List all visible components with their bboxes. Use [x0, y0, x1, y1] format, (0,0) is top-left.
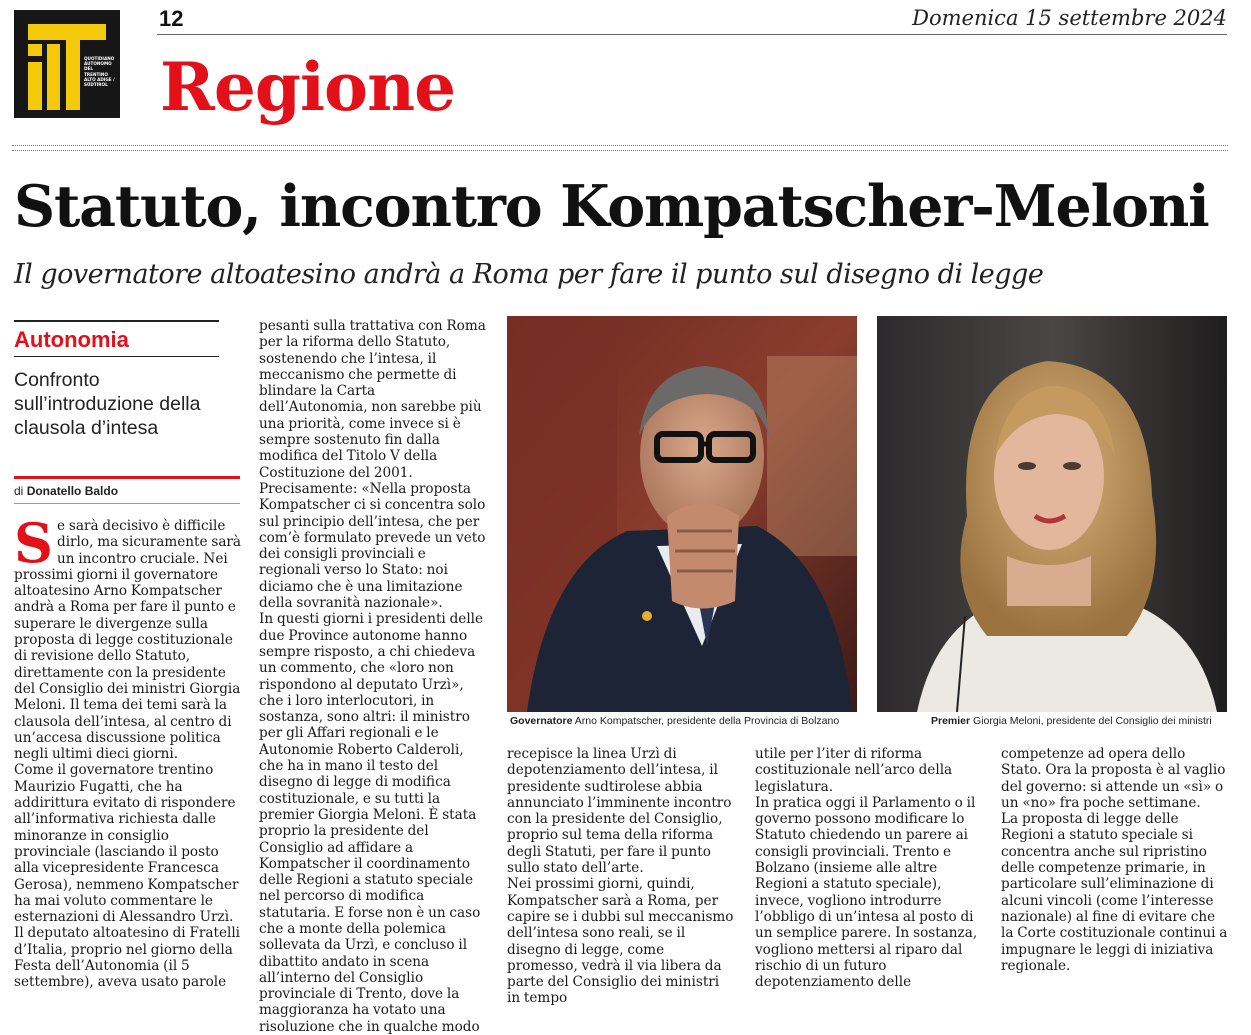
article-paragraph: Come il governatore trentino Maurizio Fugatti, che ha addirittura evitato di rispondere all’informativa richiesta dalle minoranze in consiglio provinciale (lasciando il posto alla vicepresidente Francesca Gerosa), nemmeno Kompatscher ha mai voluto commentare le esternazioni di Alessandro Urzì. Il deputato altoatesino di Fratelli d’Italia, proprio nel giorno della Festa dell’Autonomia (il 5 settembre), aveva usato parole — [14, 762, 241, 991]
logo-i-stem — [28, 62, 42, 110]
article-column-2 — [259, 318, 487, 1035]
photo-kompatscher — [507, 316, 857, 712]
article-tag: Autonomia — [14, 327, 129, 352]
caption-label: Governatore — [510, 715, 573, 727]
caption-text: Arno Kompatscher, presidente della Provincia di Bolzano — [574, 715, 840, 727]
logo-l-stem — [47, 44, 60, 110]
byline-underline — [14, 503, 240, 504]
article-column-1 — [14, 511, 242, 991]
article-paragraph: La proposta di legge delle Regioni a statuto speciale si concentra anche sul ripristino delle competenze primarie, in particolare sull’eliminazione di alcuni vincoli (come l’interesse nazionale) al fine di evitare che la Corte costituzionale continui a impugnare le leggi di iniziativa regionale. — [1001, 811, 1228, 974]
photo-meloni — [877, 316, 1227, 712]
article-subheadline: Il governatore altoatesino andrà a Roma per fare il punto sul disegno di legge — [14, 259, 1044, 290]
photo-kompatscher-image — [507, 316, 857, 712]
article-column-5 — [1001, 746, 1229, 979]
newspaper-logo — [14, 10, 120, 118]
article-summary: Confronto sull’introduzione della clausola d’intesa — [14, 369, 201, 439]
article-paragraph: pesanti sulla trattativa con Roma per la riforma dello Statuto, sostenendo che l’intesa, il meccanismo che permette di blindare la Carta dell’Autonomia, non sarebbe più una priorità, come invece si è sempre sostenuto fin dalla modifica del Titolo V della Costituzione del 2001. Precisamente: «Nella proposta Kompatscher ci si concentra solo sul principio dell’intesa, che per com’è formulato prevede un veto dei consigli provinciali e regionali verso lo Stato: noi diciamo che è una limitazione della sovranità nazionale». — [259, 318, 486, 612]
tag-top-rule — [14, 320, 219, 322]
issue-date: Domenica 15 settembre 2024 — [912, 6, 1227, 30]
byline-rule — [14, 476, 240, 479]
article-paragraph: In questi giorni i presidenti delle due Province autonome hanno sempre risposto, a chi chiedeva un commento, che «loro non rispondono al deputato Urzì», che i loro interlocutori, in sostanza, sono altri: il ministro per gli Affari regionali e le Autonomie Roberto Calderoli, che ha in mano il testo del disegno di legge di modifica costituzionale, e su tutti la premier Giorgia Meloni. È stata proprio la presidente del Consiglio ad affidare a Kompatscher il coordinamento delle Regioni a statuto speciale nel percorso di modifica statutaria. E forse non è un caso che a monte della polemica sollevata da Urzì, e concluso il dibattito andato in scena all’interno del Consiglio provinciale di Trento, dove la maggioranza ha votato una risoluzione che in qualche modo — [259, 611, 484, 1035]
article-headline: Statuto, incontro Kompatscher-Meloni — [14, 173, 1209, 240]
header-rule — [157, 34, 1227, 35]
article-paragraph — [14, 511, 242, 763]
page-number: 12 — [159, 6, 184, 31]
tag-underline — [14, 356, 219, 357]
photo-caption-kompatscher — [510, 715, 839, 728]
article-column-4 — [755, 746, 983, 991]
caption-label: Premier — [931, 715, 971, 727]
lead-text: e sarà decisivo è difficile dirlo, ma sicuramente sarà un incontro cruciale. Nei prossimi giorni il governatore altoatesino Arno Kompatscher andrà a Roma per fare il punto e superare le divergenze sulla proposta di legge costituzionale di revisione dello Statuto, direttamente con la presidente del Consiglio dei ministri Giorgia Meloni. Il tema dei temi sarà la clausola dell’intesa, al centro di un’accesa discussione politica negli ultimi dieci giorni. — [14, 518, 242, 763]
photo-caption-meloni — [931, 715, 1212, 728]
section-title: Regione — [160, 48, 456, 126]
logo-tagline: QUOTIDIANO AUTONOMO DEL TRENTINO ALTO ADIGE / SÜDTIROL — [84, 56, 115, 88]
photo-meloni-image — [877, 316, 1227, 712]
byline-prefix: di — [14, 484, 24, 498]
logo-i-dot — [28, 44, 42, 56]
article-column-3 — [507, 746, 735, 1007]
caption-text: Giorgia Meloni, presidente del Consiglio dei ministri — [973, 715, 1212, 727]
article-paragraph: recepisce la linea Urzì di depotenziamento dell’intesa, il presidente sudtirolese abbia annunciato l’imminente incontro con la presidente del Consiglio, proprio sul tema della riforma degli Statuti, per fare il punto sullo stato dell’arte. — [507, 746, 732, 877]
article-paragraph: Nei prossimi giorni, quindi, Kompatscher sarà a Roma, per capire se i dubbi sul meccanismo dell’intesa sono reali, se il disegno di legge, come promesso, vedrà il via libera da parte del Consiglio dei ministri in tempo — [507, 876, 734, 1007]
logo-t-stem — [66, 24, 80, 110]
byline-author: Donatello Baldo — [26, 484, 119, 498]
article-paragraph: In pratica oggi il Parlamento o il governo possono modificare lo Statuto chiedendo un parere ai consigli provinciali. Trento e Bolzano (insieme alle altre Regioni a statuto speciale), invece, vogliono introdurre l’obbligo di un’intesa al posto di un semplice parere. In sostanza, vogliono mettersi al riparo dal rischio di un futuro depotenziamento delle — [755, 794, 978, 991]
article-paragraph: competenze ad opera dello Stato. Ora la proposta è al vaglio del governo: si attende un «sì» o un «no» fra poche settimane. — [1001, 746, 1226, 811]
drop-cap: S — [14, 511, 53, 575]
section-divider — [12, 145, 1228, 151]
byline — [14, 484, 118, 498]
article-paragraph: utile per l’iter di riforma costituzionale nell’arco della legislatura. — [755, 746, 953, 795]
